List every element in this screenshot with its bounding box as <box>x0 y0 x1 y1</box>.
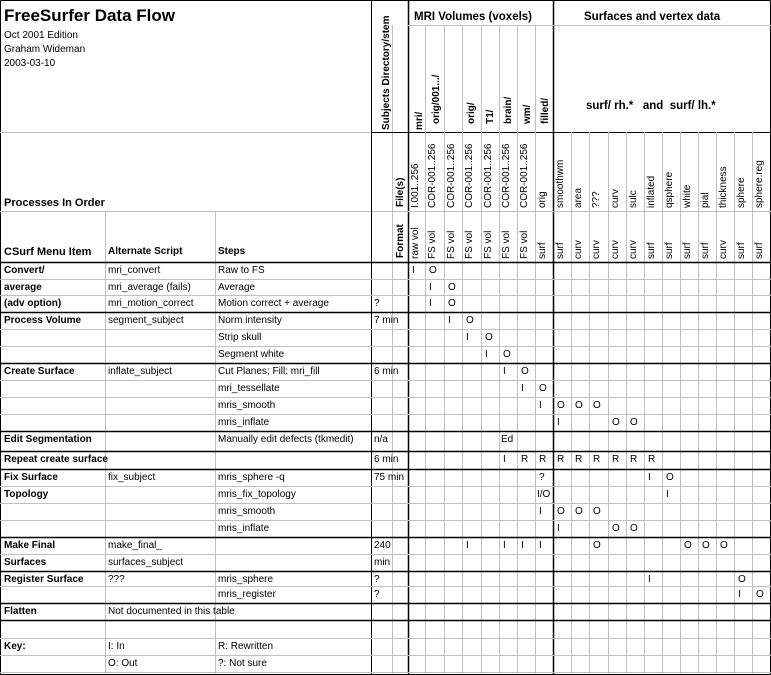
io-mark: I <box>648 574 651 585</box>
row-step: Segment white <box>218 349 285 360</box>
row-menu: Convert/ <box>4 265 45 276</box>
dir-label: orig/001.../ <box>431 74 442 124</box>
file-label: orig <box>537 191 548 208</box>
dir-label: brain/ <box>503 96 514 124</box>
format-label: surf <box>754 242 765 259</box>
format-label: FS vol <box>446 230 457 259</box>
row-menu: Create Surface <box>4 366 75 377</box>
row-step: Strip skull <box>218 332 262 343</box>
row-time: ? <box>374 298 380 309</box>
io-mark: R <box>593 454 601 465</box>
row-script: surfaces_subject <box>108 557 184 568</box>
io-mark: I <box>448 315 451 326</box>
io-mark: O <box>756 589 764 600</box>
row-script: O: Out <box>108 658 138 669</box>
format-label: surf <box>664 242 675 259</box>
row-time: ? <box>374 574 380 585</box>
row-step: mris_fix_topology <box>218 489 296 500</box>
row-script: mri_average (fails) <box>108 282 191 293</box>
file-label: smoothwm <box>555 159 566 208</box>
io-mark: I <box>557 523 560 534</box>
row-menu: Register Surface <box>4 574 84 585</box>
row-time: 75 min <box>374 472 405 483</box>
io-mark: O <box>557 506 565 517</box>
row-script: mri_convert <box>108 265 161 276</box>
row-step: Cut Planes; Fill: mri_fill <box>218 366 320 377</box>
io-mark: R <box>575 454 583 465</box>
format-label: FS vol <box>427 230 438 259</box>
format-label: Format <box>395 224 406 258</box>
io-mark: I <box>557 417 560 428</box>
io-mark: O <box>593 400 601 411</box>
io-mark: I <box>429 282 432 293</box>
row-step: Norm intensity <box>218 315 282 326</box>
io-mark: O <box>593 506 601 517</box>
io-mark: R <box>539 454 547 465</box>
file-label: ??? <box>591 191 602 208</box>
io-mark: I <box>539 506 542 517</box>
io-mark: R <box>521 454 529 465</box>
io-mark: I <box>521 540 524 551</box>
io-mark: I <box>521 383 524 394</box>
row-time: 7 min <box>374 315 399 326</box>
file-label: curv <box>610 189 621 208</box>
io-mark: O <box>575 506 583 517</box>
format-label: curv <box>591 240 602 259</box>
row-script: I: In <box>108 641 125 652</box>
row-menu: Repeat create surface <box>4 454 108 465</box>
row-step: Average <box>218 282 256 293</box>
io-mark: I <box>412 265 415 276</box>
row-time: 6 min <box>374 454 399 465</box>
io-mark: I <box>738 589 741 600</box>
row-time: n/a <box>374 434 388 445</box>
io-mark: O <box>630 417 638 428</box>
row-menu: Flatten <box>4 606 37 617</box>
row-script: Not documented in this table <box>108 606 235 617</box>
row-menu: Key: <box>4 641 26 652</box>
row-menu: average <box>4 282 42 293</box>
file-label: COR-001..256 <box>464 143 475 208</box>
surfaces-header: Surfaces and vertex data <box>584 11 721 23</box>
file-label: area <box>573 187 584 208</box>
file-label: sphere.reg <box>754 160 765 208</box>
io-mark: I <box>503 454 506 465</box>
row-script: ??? <box>108 574 125 585</box>
file-label: inflated <box>646 175 657 208</box>
format-label: curv <box>628 240 639 259</box>
io-mark: ? <box>539 472 545 483</box>
io-mark: O <box>448 282 456 293</box>
row-menu: Make Final <box>4 540 56 551</box>
author-text: Graham Wideman <box>4 44 86 55</box>
row-time: 240 <box>374 540 391 551</box>
format-label: curv <box>718 240 729 259</box>
io-mark: I <box>466 332 469 343</box>
io-mark: O <box>521 366 529 377</box>
io-mark: R <box>612 454 620 465</box>
file-label: COR-001..256 <box>446 143 457 208</box>
row-step: mris_register <box>218 589 276 600</box>
file-label: COR-001..256 <box>483 143 494 208</box>
io-mark: O <box>557 400 565 411</box>
io-mark: I <box>503 540 506 551</box>
io-mark: O <box>684 540 692 551</box>
format-label: surf <box>700 242 711 259</box>
row-script: inflate_subject <box>108 366 172 377</box>
io-mark: O <box>466 315 474 326</box>
row-script: mri_motion_correct <box>108 298 194 309</box>
edition-text: Oct 2001 Edition <box>4 30 78 41</box>
format-label: FS vol <box>464 230 475 259</box>
file-label: COR-001..256 <box>427 143 438 208</box>
format-label: FS vol <box>501 230 512 259</box>
file-label: pial <box>700 192 711 208</box>
format-label: curv <box>610 240 621 259</box>
io-mark: O <box>503 349 511 360</box>
dir-label: orig/ <box>466 102 477 124</box>
io-mark: R <box>648 454 656 465</box>
format-label: surf <box>682 242 693 259</box>
io-mark: I <box>539 400 542 411</box>
io-mark: O <box>702 540 710 551</box>
io-mark: I <box>485 349 488 360</box>
io-mark: I/O <box>537 489 551 500</box>
io-mark: O <box>738 574 746 585</box>
row-step: mris_sphere -q <box>218 472 285 483</box>
row-step: mris_sphere <box>218 574 274 585</box>
io-mark: O <box>630 523 638 534</box>
format-label: curv <box>573 240 584 259</box>
format-label: FS vol <box>483 230 494 259</box>
row-step: Raw to FS <box>218 265 265 276</box>
io-mark: O <box>666 472 674 483</box>
column-header: Steps <box>218 246 246 257</box>
page-title: FreeSurfer Data Flow <box>4 6 175 25</box>
io-mark: O <box>720 540 728 551</box>
format-label: surf <box>736 242 747 259</box>
io-mark: O <box>448 298 456 309</box>
format-label: surf <box>646 242 657 259</box>
row-step: Motion correct + average <box>218 298 329 309</box>
subjects-dir-label: Subjects Directory/stem <box>381 15 392 130</box>
row-step: mris_smooth <box>218 400 276 411</box>
io-mark: I <box>539 540 542 551</box>
row-menu: (adv option) <box>4 298 62 309</box>
io-mark: I <box>429 298 432 309</box>
io-mark: Ed <box>501 434 514 445</box>
io-mark: I <box>503 366 506 377</box>
row-time: ? <box>374 589 380 600</box>
file-label: I.001..256 <box>410 163 421 208</box>
surf-prefix-label: surf/ rh.* and surf/ lh.* <box>586 100 716 112</box>
row-step: mris_smooth <box>218 506 276 517</box>
format-label: surf <box>555 242 566 259</box>
io-mark: O <box>539 383 547 394</box>
row-menu: Process Volume <box>4 315 82 326</box>
file-label: COR-001..256 <box>519 143 530 208</box>
dir-label: filled/ <box>540 97 551 124</box>
file-label: sphere <box>736 177 747 208</box>
io-mark: R <box>557 454 565 465</box>
io-mark: R <box>630 454 638 465</box>
io-mark: O <box>612 523 620 534</box>
row-step: mris_inflate <box>218 417 270 428</box>
row-menu: Surfaces <box>4 557 47 568</box>
format-label: surf <box>537 242 548 259</box>
io-mark: O <box>612 417 620 428</box>
row-step: mri_tessellate <box>218 383 280 394</box>
format-label: raw vol <box>410 227 421 259</box>
format-label: FS vol <box>519 230 530 259</box>
io-mark: O <box>593 540 601 551</box>
file-label: qsphere <box>664 171 675 208</box>
io-mark: I <box>648 472 651 483</box>
io-mark: I <box>466 540 469 551</box>
dir-label: T1/ <box>485 109 496 124</box>
io-mark: O <box>575 400 583 411</box>
mri-volumes-header: MRI Volumes (voxels) <box>414 11 533 23</box>
io-mark: I <box>666 489 669 500</box>
files-label: File(s) <box>395 177 406 207</box>
row-time: 6 min <box>374 366 399 377</box>
file-label: COR-001..256 <box>501 143 512 208</box>
column-header: Alternate Script <box>108 246 183 257</box>
row-menu: Topology <box>4 489 49 500</box>
row-step: R: Rewritten <box>218 641 274 652</box>
io-mark: O <box>429 265 437 276</box>
row-script: fix_subject <box>108 472 156 483</box>
file-label: thickness <box>718 166 729 208</box>
dir-label-mri: mri/ <box>414 111 425 130</box>
row-menu: Edit Segmentation <box>4 434 92 445</box>
processes-in-order-label: Processes In Order <box>4 197 105 209</box>
column-header: CSurf Menu Item <box>4 246 92 258</box>
file-label: white <box>682 184 693 208</box>
row-menu: Fix Surface <box>4 472 58 483</box>
row-script: make_final_ <box>108 540 162 551</box>
row-step: mris_inflate <box>218 523 270 534</box>
dir-label: wm/ <box>522 104 533 124</box>
date-text: 2003-03-10 <box>4 58 56 69</box>
io-mark: O <box>485 332 493 343</box>
file-label: sulc <box>628 190 639 208</box>
row-step: Manually edit defects (tkmedit) <box>218 434 354 445</box>
row-script: segment_subject <box>108 315 184 326</box>
row-time: min <box>374 557 391 568</box>
row-step: ?: Not sure <box>218 658 267 669</box>
